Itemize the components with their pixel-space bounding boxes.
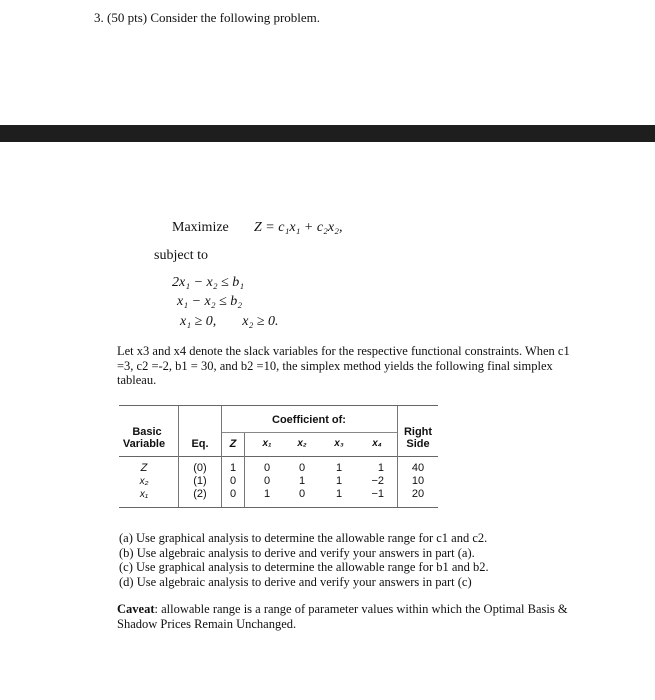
- cell-r0-x3: 1: [335, 462, 343, 474]
- basic-var-row-2: x₁: [139, 489, 149, 500]
- nonneg-x1: x₁ ≥ 0,: [180, 314, 217, 329]
- cell-r0-rhs: 40: [411, 462, 425, 474]
- constraint-1: 2x₁ − x₂ ≤ b₁: [172, 275, 245, 290]
- cell-r2-x4: −1: [371, 488, 384, 500]
- eq-row-2: (2): [193, 488, 207, 500]
- cell-r0-x1: 0: [263, 462, 271, 474]
- rhs-header-line1: Right: [403, 426, 433, 438]
- eq-row-1: (1): [193, 475, 207, 487]
- eq-header: Eq.: [191, 438, 209, 450]
- cell-r0-z: 1: [229, 462, 237, 474]
- tableau-top-rule: [119, 405, 438, 406]
- cell-r1-x2: 1: [298, 475, 306, 487]
- cell-r2-x3: 1: [335, 488, 343, 500]
- basic-var-row-0: Z: [140, 462, 148, 474]
- var-header-x2: x₂: [297, 438, 307, 449]
- cell-r2-rhs: 20: [411, 488, 425, 500]
- part-c: (c) Use graphical analysis to determine the allowable range for b1 and b2.: [119, 560, 489, 574]
- cell-r1-x3: 1: [335, 475, 343, 487]
- maximize-label: Maximize: [172, 220, 229, 235]
- var-header-x3: x₃: [334, 438, 344, 449]
- cell-r1-z: 0: [229, 475, 237, 487]
- part-d: (d) Use algebraic analysis to derive and verify your answers in part (c): [119, 574, 472, 589]
- part-a: (a) Use graphical analysis to determine the allowable range for c1 and c2.: [119, 531, 488, 545]
- cell-r1-x4: −2: [371, 475, 384, 487]
- subject-to-label: subject to: [154, 248, 209, 263]
- cell-r2-x1: 1: [263, 488, 271, 500]
- vrule-1: [178, 406, 179, 507]
- tableau-bottom-rule: [119, 507, 438, 508]
- basic-header-line2: Variable: [122, 438, 166, 450]
- coefficient-rule: [221, 432, 397, 433]
- constraint-2: x₁ − x₂ ≤ b₂: [177, 294, 243, 309]
- vrule-3: [244, 433, 245, 507]
- caveat-note: [117, 602, 587, 632]
- nonneg-x2: x₂ ≥ 0.: [242, 314, 279, 329]
- cell-r0-x2: 0: [298, 462, 306, 474]
- var-header-x4: x₄: [372, 438, 382, 449]
- header-bottom-rule: [119, 456, 438, 457]
- question-header: 3. (50 pts) Consider the following problem.: [94, 10, 321, 25]
- var-header-x1: x₁: [262, 438, 272, 449]
- part-b: (b) Use algebraic analysis to derive and verify your answers in part (a).: [119, 545, 475, 560]
- problem-paragraph: Let x3 and x4 denote the slack variables for the respective functional constraints. When c1 =3, c2 =-2, b1 = 30, and b2 =10, the simplex method yields the following final simplex tableau.: [117, 344, 570, 387]
- rhs-header-line2: Side: [406, 438, 430, 450]
- basic-var-row-1: x₂: [139, 476, 149, 487]
- cell-r1-x1: 0: [263, 475, 271, 487]
- cell-r2-x2: 0: [298, 488, 306, 500]
- cell-r1-rhs: 10: [411, 475, 425, 487]
- question-parts: [119, 531, 489, 589]
- caveat-label: Caveat: [117, 602, 155, 616]
- basic-header-line1: Basic: [132, 426, 162, 438]
- caveat-text: : allowable range is a range of parameter values within which the Optimal Basis & Shadow Prices Remain Unchanged.: [117, 602, 568, 631]
- cell-r2-z: 0: [229, 488, 237, 500]
- eq-row-0: (0): [193, 462, 207, 474]
- coefficient-header: Coefficient of:: [272, 414, 346, 426]
- cell-r0-x4: 1: [377, 462, 384, 474]
- objective-function: Z = c₁x₁ + c₂x₂,: [254, 220, 343, 235]
- var-header-z: Z: [229, 438, 237, 450]
